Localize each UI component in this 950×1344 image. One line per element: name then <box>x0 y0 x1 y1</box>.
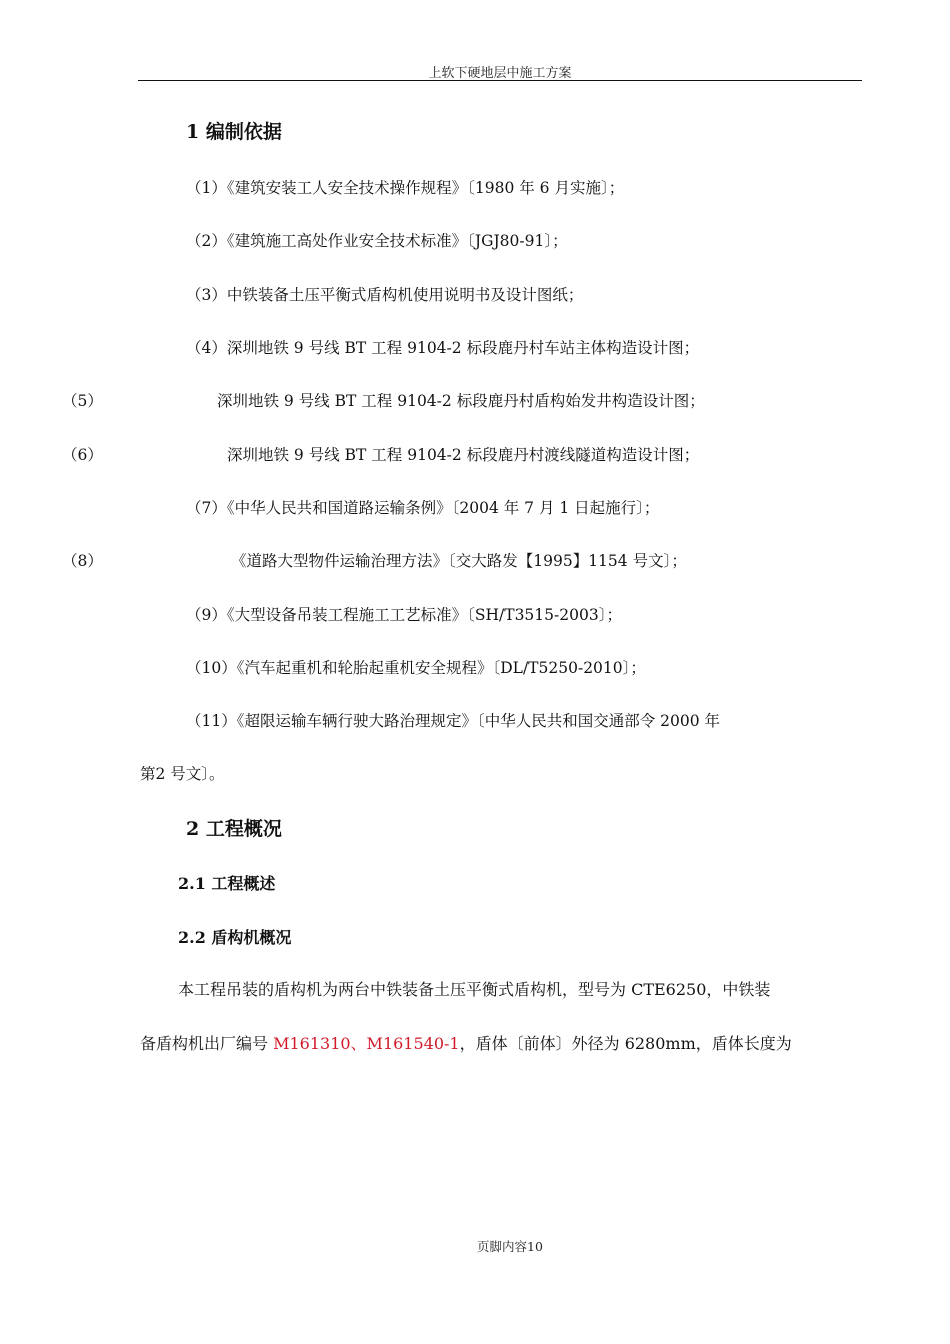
footer-text: 页脚内容10 <box>477 1239 543 1254</box>
paragraph-text: ，盾体〔前体〕外径为 6280mm，盾体长度为 <box>459 1034 792 1053</box>
list-item-number: （1） <box>186 179 227 197</box>
list-item-text: 《道路大型物件运输治理方法》〔交大路发【1995】1154 号文〕； <box>231 552 687 570</box>
header-title: 上软下硬地层中施工方案 <box>428 66 572 81</box>
list-item <box>186 229 568 251</box>
serial-numbers: M161310、M161540-1 <box>273 1034 460 1053</box>
list-item-text: 《大型设备吊装工程施工工艺标准》〔SH/T3515-2003〕； <box>226 606 622 624</box>
paragraph-line <box>140 1031 792 1054</box>
list-item <box>186 496 659 518</box>
list-item <box>186 283 583 305</box>
header-divider <box>138 80 862 81</box>
list-item-text: 《汽车起重机和轮胎起重机安全规程》〔DL/T5250-2010〕； <box>236 659 646 677</box>
list-item-number: （8） <box>62 552 103 570</box>
list-item-number: （11） <box>186 712 237 730</box>
section-2-heading: 2 工程概况 <box>186 818 282 840</box>
subsection-2-2-heading: 2.2 盾构机概况 <box>178 928 292 947</box>
list-item-number: （6） <box>62 446 103 464</box>
list-item-text: 深圳地铁 9 号线 BT 工程 9104-2 标段鹿丹村车站主体构造设计图； <box>226 339 700 357</box>
list-item-number: （5） <box>62 392 103 410</box>
list-item-number: （10） <box>186 659 237 677</box>
list-item-text: 《超限运输车辆行驶大路治理规定》〔中华人民共和国交通部令 2000 年 <box>236 712 721 730</box>
list-item-text: 中铁装备土压平衡式盾构机使用说明书及设计图纸； <box>226 286 584 304</box>
list-item-text: 《中华人民共和国道路运输条例》〔2004 年 7 月 1 日起施行〕； <box>226 499 660 517</box>
list-item-number: （4） <box>186 339 227 357</box>
list-item <box>186 176 624 198</box>
paragraph-text: 备盾构机出厂编号 <box>140 1034 274 1053</box>
list-item-number: （9） <box>186 606 227 624</box>
list-item-text: 深圳地铁 9 号线 BT 工程 9104-2 标段鹿丹村渡线隧道构造设计图； <box>227 446 700 464</box>
list-item-number: （7） <box>186 499 227 517</box>
list-item <box>186 709 720 731</box>
list-item-text: 深圳地铁 9 号线 BT 工程 9104-2 标段鹿丹村盾构始发井构造设计图； <box>217 392 705 410</box>
list-item-number: （3） <box>186 286 227 304</box>
list-item-text: 《建筑安装工人安全技术操作规程》〔1980 年 6 月实施〕； <box>226 179 625 197</box>
list-item <box>186 656 646 678</box>
list-item-text: 《建筑施工高处作业安全技术标准》〔JGJ80-91〕； <box>226 232 568 250</box>
paragraph-line: 本工程吊装的盾构机为两台中铁装备土压平衡式盾构机，型号为 CTE6250，中铁装 <box>178 980 771 999</box>
list-item-continuation: 第2 号文〕。 <box>140 765 225 783</box>
section-1-heading: 1 编制依据 <box>186 121 282 143</box>
list-item <box>186 603 622 625</box>
list-item <box>186 336 699 358</box>
list-item-number: （2） <box>186 232 227 250</box>
subsection-2-1-heading: 2.1 工程概述 <box>178 874 276 893</box>
